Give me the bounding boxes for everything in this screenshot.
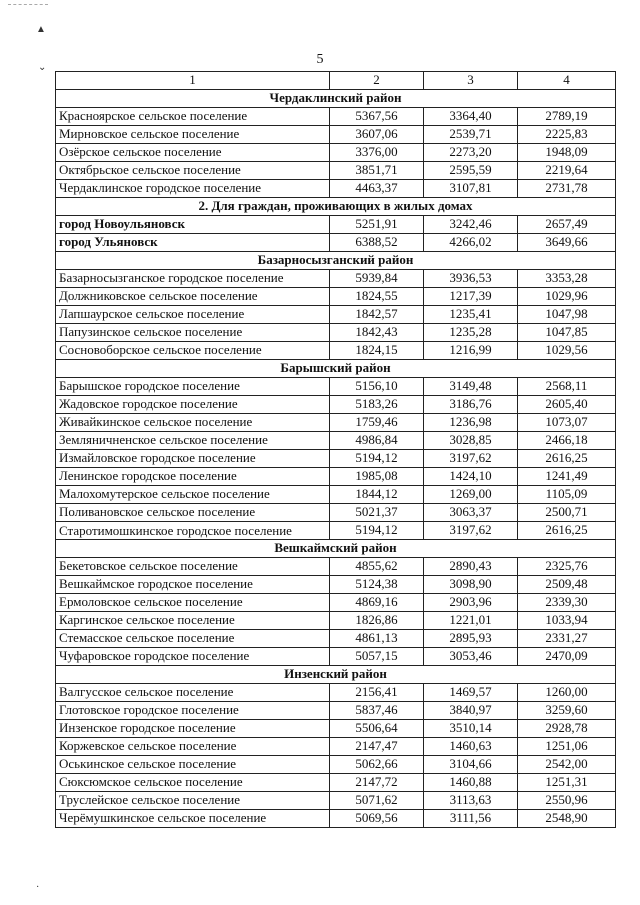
value-col-3: 1235,28: [424, 324, 518, 342]
table-row: [56, 414, 616, 432]
value-col-2: 5183,26: [330, 396, 424, 414]
value-col-4: 2550,96: [518, 792, 616, 810]
value-col-2: 5506,64: [330, 720, 424, 738]
section-title: Барышский район: [56, 360, 616, 378]
value-col-3: 3364,40: [424, 108, 518, 126]
table-row: [56, 144, 616, 162]
table-row: [56, 594, 616, 612]
settlement-name: Живайкинское сельское поселение: [56, 414, 330, 432]
value-col-2: 4869,16: [330, 594, 424, 612]
value-col-3: 3840,97: [424, 702, 518, 720]
value-col-4: 2466,18: [518, 432, 616, 450]
table-row: [56, 648, 616, 666]
value-col-2: 5367,56: [330, 108, 424, 126]
value-col-4: 2509,48: [518, 576, 616, 594]
value-col-3: 1460,63: [424, 738, 518, 756]
value-col-2: 5939,84: [330, 270, 424, 288]
value-col-2: 1759,46: [330, 414, 424, 432]
value-col-2: 1842,57: [330, 306, 424, 324]
value-col-4: 1047,98: [518, 306, 616, 324]
table-row: [56, 288, 616, 306]
table-row: [56, 612, 616, 630]
value-col-2: 3607,06: [330, 126, 424, 144]
value-col-4: 2731,78: [518, 180, 616, 198]
value-col-4: 2500,71: [518, 504, 616, 522]
value-col-2: 5069,56: [330, 810, 424, 828]
margin-mark: ▲: [36, 24, 46, 35]
value-col-3: 1216,99: [424, 342, 518, 360]
value-col-4: 1033,94: [518, 612, 616, 630]
settlement-name: Базарносызганское городское поселение: [56, 270, 330, 288]
settlement-name: город Ульяновск: [56, 234, 330, 252]
settlement-name: Валгусское сельское поселение: [56, 684, 330, 702]
value-col-3: 3186,76: [424, 396, 518, 414]
settlement-name: Инзенское городское поселение: [56, 720, 330, 738]
table-row: [56, 702, 616, 720]
settlement-name: Поливановское сельское поселение: [56, 504, 330, 522]
value-col-3: 1460,88: [424, 774, 518, 792]
value-col-4: 2542,00: [518, 756, 616, 774]
section-header-row: [56, 360, 616, 378]
value-col-4: 1241,49: [518, 468, 616, 486]
table-row: [56, 378, 616, 396]
table-row: [56, 126, 616, 144]
value-col-2: 1844,12: [330, 486, 424, 504]
value-col-3: 1269,00: [424, 486, 518, 504]
value-col-3: 1469,57: [424, 684, 518, 702]
value-col-4: 2219,64: [518, 162, 616, 180]
value-col-4: 3353,28: [518, 270, 616, 288]
section-title: Вешкаймский район: [56, 540, 616, 558]
value-col-2: 5156,10: [330, 378, 424, 396]
settlement-name: Чуфаровское городское поселение: [56, 648, 330, 666]
settlement-name: Лапшаурское сельское поселение: [56, 306, 330, 324]
value-col-4: 2339,30: [518, 594, 616, 612]
table-row: [56, 180, 616, 198]
value-col-2: 3376,00: [330, 144, 424, 162]
column-number-row: [56, 72, 616, 90]
value-col-4: 2548,90: [518, 810, 616, 828]
value-col-2: 2147,47: [330, 738, 424, 756]
value-col-3: 4266,02: [424, 234, 518, 252]
settlement-name: город Новоульяновск: [56, 216, 330, 234]
value-col-2: 4855,62: [330, 558, 424, 576]
value-col-2: 6388,52: [330, 234, 424, 252]
value-col-2: 1985,08: [330, 468, 424, 486]
margin-mark: ·: [36, 882, 40, 893]
table-row: [56, 216, 616, 234]
value-col-3: 1236,98: [424, 414, 518, 432]
settlement-name: Ленинское городское поселение: [56, 468, 330, 486]
value-col-3: 1217,39: [424, 288, 518, 306]
value-col-3: 1221,01: [424, 612, 518, 630]
value-col-2: 4986,84: [330, 432, 424, 450]
table-row: [56, 108, 616, 126]
table-row: [56, 792, 616, 810]
value-col-3: 2595,59: [424, 162, 518, 180]
value-col-2: 5071,62: [330, 792, 424, 810]
settlement-name: Малохомутерское сельское поселение: [56, 486, 330, 504]
value-col-2: 5057,15: [330, 648, 424, 666]
section-header-row: [56, 666, 616, 684]
value-col-4: 2605,40: [518, 396, 616, 414]
value-col-2: 2147,72: [330, 774, 424, 792]
settlement-name: Вешкаймское городское поселение: [56, 576, 330, 594]
value-col-3: 3510,14: [424, 720, 518, 738]
settlement-name: Земляничненское сельское поселение: [56, 432, 330, 450]
section-header-row: [56, 540, 616, 558]
column-number: 2: [330, 72, 424, 90]
settlement-name: Озёрское сельское поселение: [56, 144, 330, 162]
settlement-name: Барышское городское поселение: [56, 378, 330, 396]
scan-artifact-line: [8, 4, 48, 5]
settlement-name: Чердаклинское городское поселение: [56, 180, 330, 198]
settlement-name: Красноярское сельское поселение: [56, 108, 330, 126]
settlement-name: Глотовское городское поселение: [56, 702, 330, 720]
table-row: [56, 756, 616, 774]
settlement-name: Каргинское сельское поселение: [56, 612, 330, 630]
table-row: [56, 432, 616, 450]
value-col-2: 4463,37: [330, 180, 424, 198]
value-col-3: 3936,53: [424, 270, 518, 288]
value-col-4: 2325,76: [518, 558, 616, 576]
section-title: Базарносызганский район: [56, 252, 616, 270]
value-col-4: 2568,11: [518, 378, 616, 396]
settlement-name: Оськинское сельское поселение: [56, 756, 330, 774]
settlement-name: Бекетовское сельское поселение: [56, 558, 330, 576]
value-col-4: 2225,83: [518, 126, 616, 144]
value-col-4: 2331,27: [518, 630, 616, 648]
value-col-3: 2273,20: [424, 144, 518, 162]
settlement-name: Сосновоборское сельское поселение: [56, 342, 330, 360]
value-col-3: 2903,96: [424, 594, 518, 612]
value-col-4: 1073,07: [518, 414, 616, 432]
column-number: 1: [56, 72, 330, 90]
table-row: [56, 450, 616, 468]
table-row: [56, 810, 616, 828]
value-col-4: 3259,60: [518, 702, 616, 720]
table-row: [56, 270, 616, 288]
value-col-2: 5837,46: [330, 702, 424, 720]
settlement-name: Ермоловское сельское поселение: [56, 594, 330, 612]
section-header-row: [56, 198, 616, 216]
section-header-row: [56, 252, 616, 270]
value-col-4: 3649,66: [518, 234, 616, 252]
table-row: [56, 576, 616, 594]
section-title: 2. Для граждан, проживающих в жилых домах: [56, 198, 616, 216]
value-col-3: 2890,43: [424, 558, 518, 576]
value-col-2: 5062,66: [330, 756, 424, 774]
table-row: [56, 342, 616, 360]
value-col-2: 5194,12: [330, 522, 424, 540]
value-col-3: 2539,71: [424, 126, 518, 144]
settlement-name: Октябрьское сельское поселение: [56, 162, 330, 180]
value-col-3: 3111,56: [424, 810, 518, 828]
column-number: 3: [424, 72, 518, 90]
value-col-4: 2616,25: [518, 522, 616, 540]
page-number: 5: [316, 52, 324, 67]
value-col-4: 1029,56: [518, 342, 616, 360]
settlement-name: Коржевское сельское поселение: [56, 738, 330, 756]
table-row: [56, 738, 616, 756]
value-col-3: 3197,62: [424, 522, 518, 540]
value-col-3: 3098,90: [424, 576, 518, 594]
section-header-row: [56, 90, 616, 108]
value-col-3: 1235,41: [424, 306, 518, 324]
value-col-2: 2156,41: [330, 684, 424, 702]
value-col-3: 3063,37: [424, 504, 518, 522]
value-col-2: 3851,71: [330, 162, 424, 180]
table-row: [56, 306, 616, 324]
table-row: [56, 558, 616, 576]
column-number: 4: [518, 72, 616, 90]
value-col-2: 1824,15: [330, 342, 424, 360]
value-col-2: 1824,55: [330, 288, 424, 306]
settlement-name: Сюксюмское сельское поселение: [56, 774, 330, 792]
table-row: [56, 396, 616, 414]
settlement-name: Труслейское сельское поселение: [56, 792, 330, 810]
section-title: Инзенский район: [56, 666, 616, 684]
table-row: [56, 630, 616, 648]
margin-mark: ⌄: [38, 62, 47, 73]
value-col-3: 1424,10: [424, 468, 518, 486]
table-row: [56, 504, 616, 522]
table-row: [56, 774, 616, 792]
value-col-4: 2657,49: [518, 216, 616, 234]
value-col-3: 2895,93: [424, 630, 518, 648]
value-col-4: 2789,19: [518, 108, 616, 126]
value-col-4: 2616,25: [518, 450, 616, 468]
value-col-4: 1251,31: [518, 774, 616, 792]
value-col-3: 3053,46: [424, 648, 518, 666]
value-col-4: 1047,85: [518, 324, 616, 342]
value-col-3: 3197,62: [424, 450, 518, 468]
settlement-name: Мирновское сельское поселение: [56, 126, 330, 144]
value-col-2: 4861,13: [330, 630, 424, 648]
value-col-4: 2470,09: [518, 648, 616, 666]
table-row: [56, 720, 616, 738]
table-row: [56, 468, 616, 486]
value-col-3: 3149,48: [424, 378, 518, 396]
settlement-name: Старотимошкинское городское поселение: [56, 522, 330, 540]
value-col-4: 2928,78: [518, 720, 616, 738]
table-row: [56, 324, 616, 342]
value-col-2: 5124,38: [330, 576, 424, 594]
table-row: [56, 162, 616, 180]
value-col-4: 1251,06: [518, 738, 616, 756]
settlement-name: Стемасское сельское поселение: [56, 630, 330, 648]
value-col-2: 1826,86: [330, 612, 424, 630]
table-row: [56, 234, 616, 252]
value-col-2: 5194,12: [330, 450, 424, 468]
value-col-4: 1260,00: [518, 684, 616, 702]
value-col-3: 3242,46: [424, 216, 518, 234]
settlement-name: Измайловское городское поселение: [56, 450, 330, 468]
settlement-name: Папузинское сельское поселение: [56, 324, 330, 342]
value-col-4: 1029,96: [518, 288, 616, 306]
settlement-name: Черёмушкинское сельское поселение: [56, 810, 330, 828]
table-row: [56, 486, 616, 504]
settlement-name: Жадовское городское поселение: [56, 396, 330, 414]
table-row: [56, 522, 616, 540]
value-col-3: 3104,66: [424, 756, 518, 774]
value-col-3: 3113,63: [424, 792, 518, 810]
settlement-name: Должниковское сельское поселение: [56, 288, 330, 306]
value-col-2: 1842,43: [330, 324, 424, 342]
value-col-2: 5251,91: [330, 216, 424, 234]
table-row: [56, 684, 616, 702]
value-col-3: 3107,81: [424, 180, 518, 198]
section-title: Чердаклинский район: [56, 90, 616, 108]
value-col-2: 5021,37: [330, 504, 424, 522]
value-col-4: 1948,09: [518, 144, 616, 162]
tariff-table: [55, 71, 616, 828]
value-col-4: 1105,09: [518, 486, 616, 504]
value-col-3: 3028,85: [424, 432, 518, 450]
